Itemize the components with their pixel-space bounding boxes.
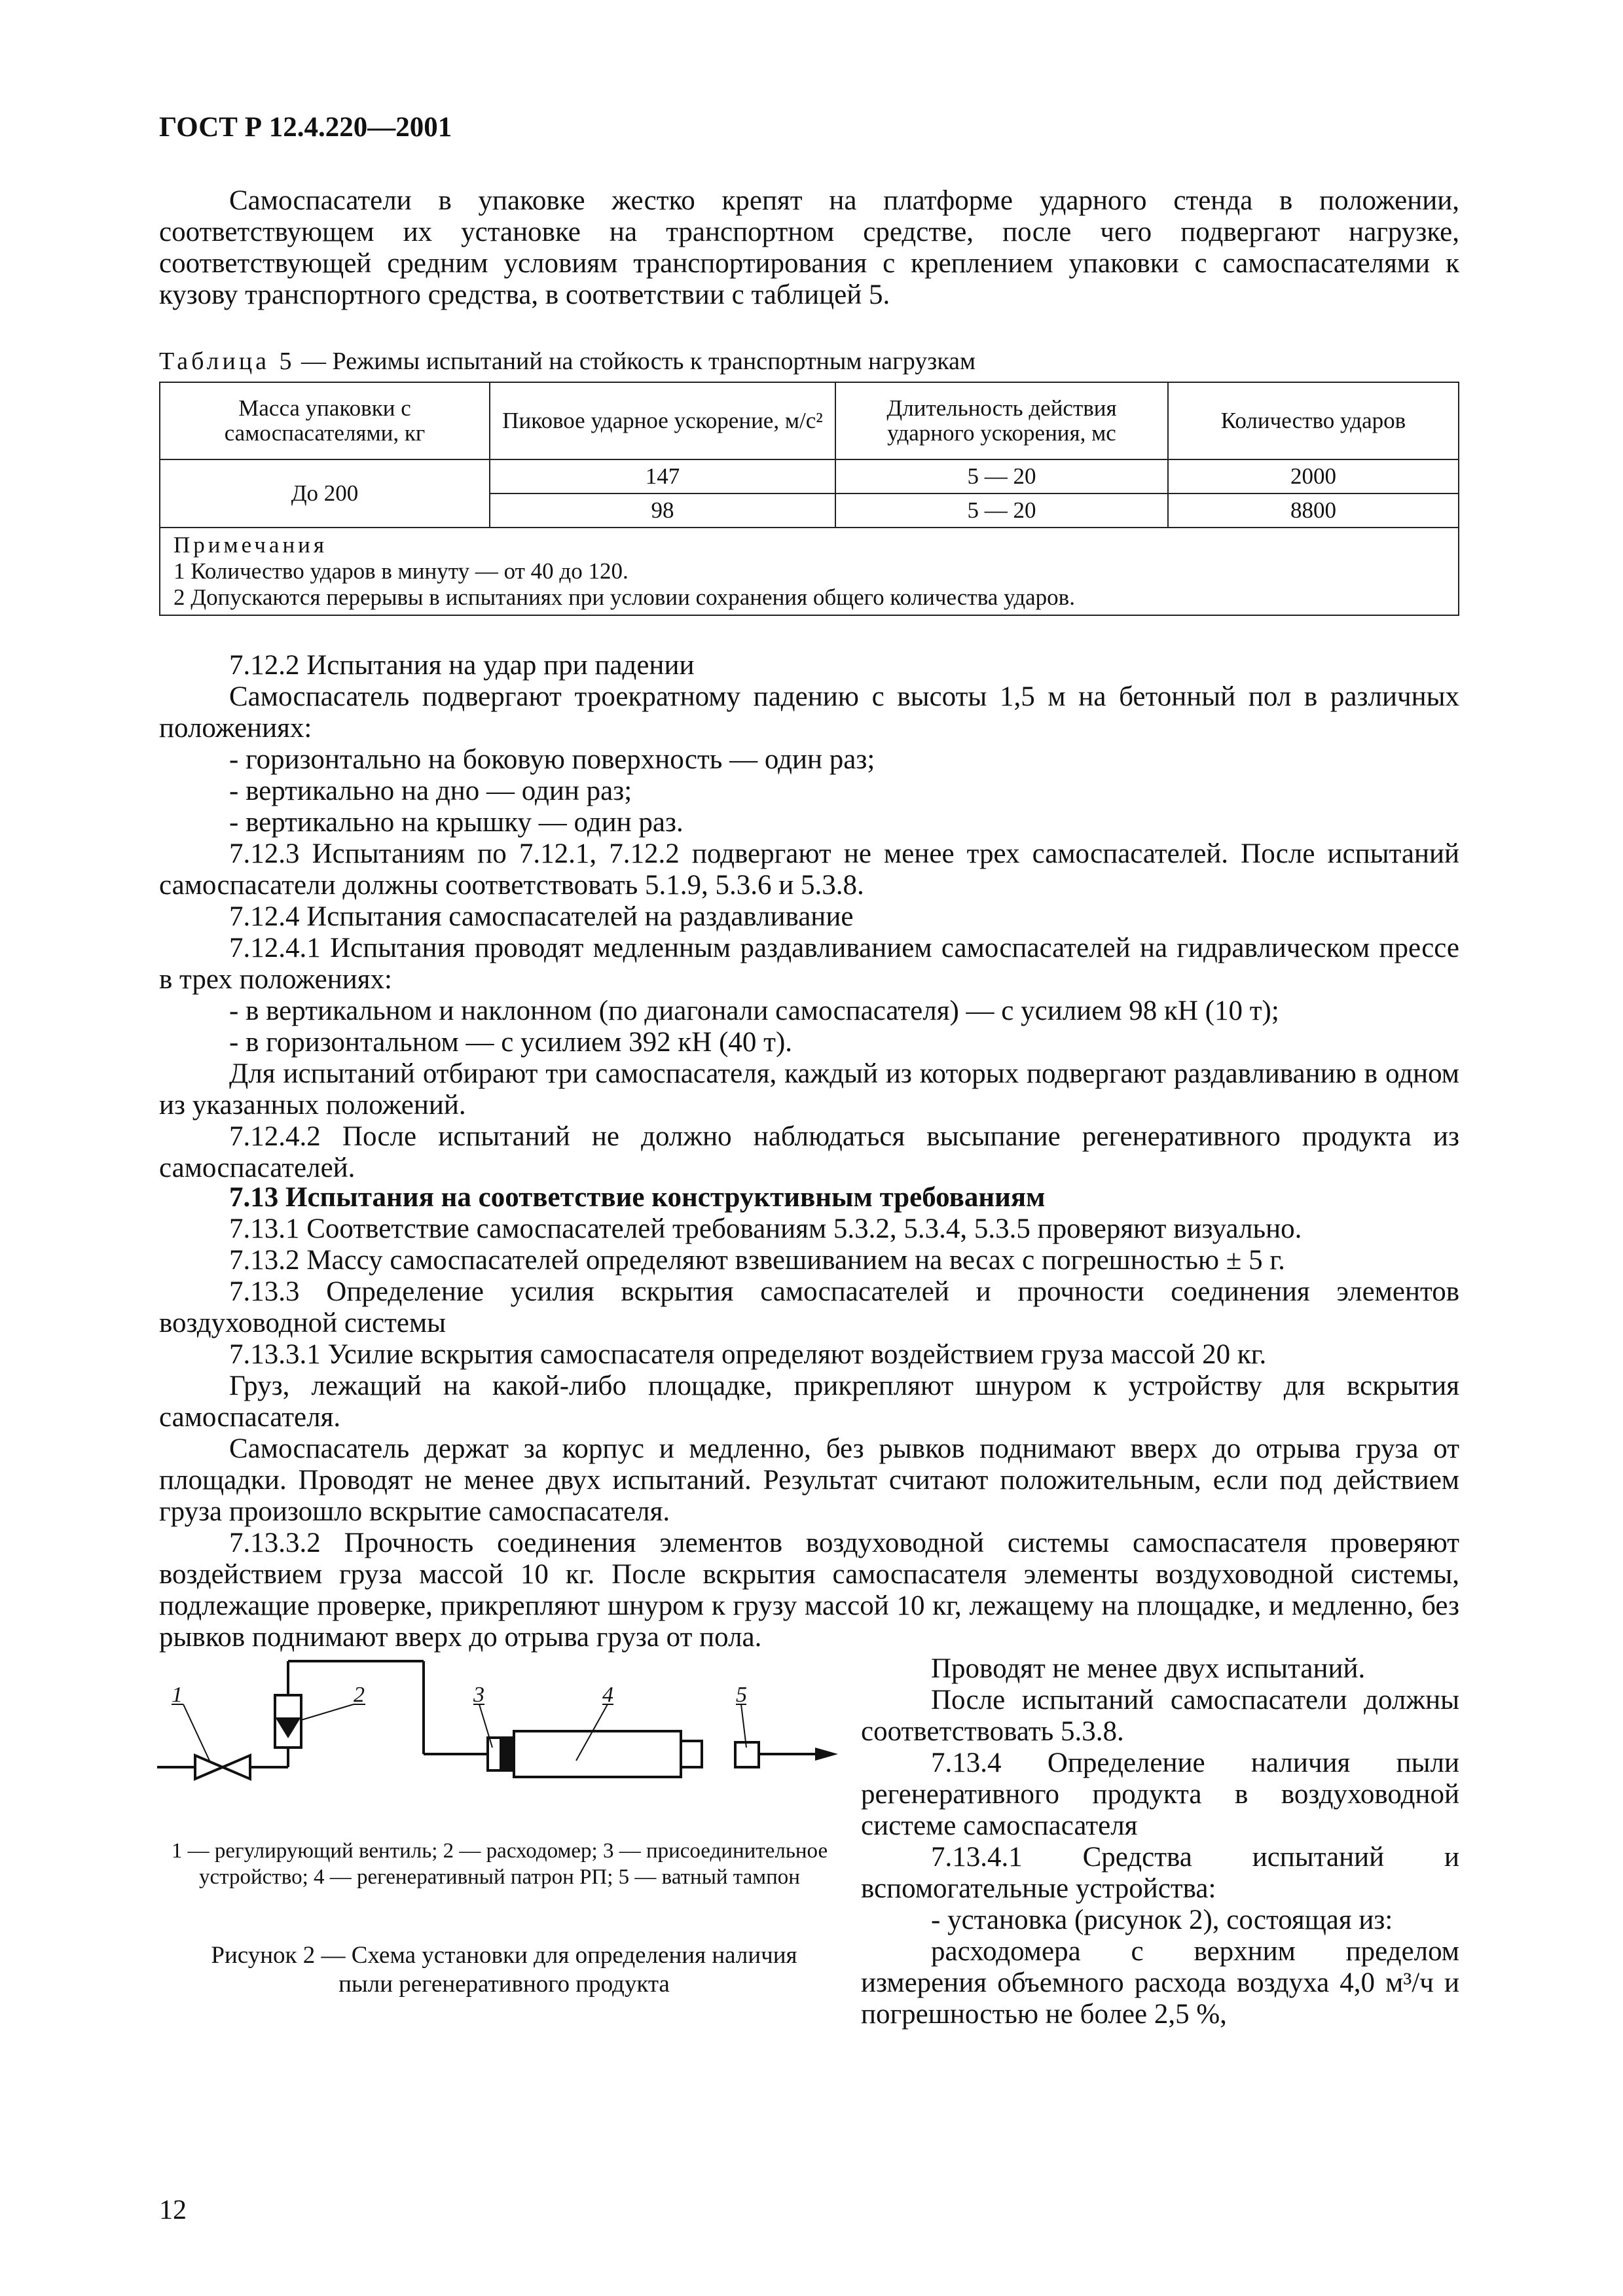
right-col-p2: После испытаний самоспасатели должны соответствовать 5.3.8. <box>861 1685 1459 1747</box>
note-item: 1 Количество ударов в минуту — от 40 до 120. <box>173 558 629 584</box>
figure-legend: 1 — регулирующий вентиль; 2 — расходомер; 3 — присоединительное устройство; 4 — регенеративный патрон РП; 5 — ватный тампон <box>171 1839 828 1889</box>
section-7-13-1: 7.13.1 Соответствие самоспасателей требованиям 5.3.2, 5.3.4, 5.3.5 проверяют визуально. <box>229 1213 1302 1244</box>
table-5 <box>159 382 1459 616</box>
table-cell: 98 <box>490 493 835 528</box>
section-7-12-3: 7.12.3 Испытаниям по 7.12.1, 7.12.2 подвергают не менее трех самоспасателей. После испытаний самоспасатели должны соответствовать 5.1.9, 5.3.6 и 5.3.8. <box>159 838 1459 901</box>
right-col-p6: расходомера с верхним пределом измерения объемного расхода воздуха 4,0 м³/ч и погрешностью не более 2,5 %, <box>861 1936 1459 2030</box>
table-caption-text: — Режимы испытаний на стойкость к транспортным нагрузкам <box>295 348 976 375</box>
section-7-12-4-2: 7.12.4.2 После испытаний не должно наблюдаться высыпание регенеративного продукта из самоспасателей. <box>159 1121 1459 1183</box>
section-7-13-3-2: 7.13.3.2 Прочность соединения элементов воздуховодной системы самоспасателя проверяют воздействием груза массой 10 кг. После вскрытия самоспасателя элементы воздуховодной системы, подлежащие проверке, прикрепляют шнуром к грузу массой 10 кг, лежащему на площадке, и медленно, без рывков поднимают вверх до отрыва груза от пола. <box>159 1528 1459 1653</box>
right-col-p3: 7.13.4 Определение наличия пыли регенеративного продукта в воздуховодной системе самоспасателя <box>861 1748 1459 1841</box>
table-caption-label: Таблица 5 <box>159 348 295 375</box>
table-cell-mass: До 200 <box>160 459 490 528</box>
section-7-12-4-1-after: Для испытаний отбирают три самоспасателя, каждый из которых подвергают раздавливанию в одном из указанных положений. <box>159 1058 1459 1121</box>
page-number: 12 <box>159 2195 187 2225</box>
figure-caption: Рисунок 2 — Схема установки для определения наличия пыли регенеративного продукта <box>211 1942 797 1998</box>
list-item: - в вертикальном и наклонном (по диагонали самоспасателя) — с усилием 98 кН (10 т); <box>229 996 1279 1026</box>
intro-paragraph: Самоспасатели в упаковке жестко крепят на платформе ударного стенда в положении, соответствующем их установке на транспортном средстве, после чего подвергают нагрузке, соответствующей средним условиям транспортирования с креплением упаковки с самоспасателями к кузову транспортного средства, в соответствии с таблицей 5. <box>159 185 1459 310</box>
table-header-cell: Пиковое ударное ускорение, м/с² <box>490 382 835 459</box>
table-notes <box>160 528 1459 615</box>
figure-label-3: 3 <box>473 1683 484 1707</box>
cotton-swab-icon <box>735 1742 759 1767</box>
table-header-cell: Длительность действия ударного ускорения, мс <box>835 382 1168 459</box>
connector-icon <box>488 1738 501 1770</box>
list-item: - вертикально на крышку — один раз. <box>229 807 684 838</box>
section-7-13-3-1-p3: Самоспасатель держат за корпус и медленно, без рывков поднимают вверх до отрыва груза от площадки. Проводят не менее двух испытаний. Результат считают положительным, если под действием груза произошло вскрытие самоспасателя. <box>159 1433 1459 1527</box>
section-7-13-3-1: 7.13.3.1 Усилие вскрытия самоспасателя определяют воздействием груза массой 20 кг. <box>229 1339 1267 1370</box>
table-caption <box>159 346 976 377</box>
figure-label-4: 4 <box>602 1683 613 1707</box>
section-7-12-4: 7.12.4 Испытания самоспасателей на раздавливание <box>229 901 854 932</box>
figure-label-1: 1 <box>172 1683 183 1707</box>
list-item: - вертикально на дно — один раз; <box>229 776 632 806</box>
valve-icon <box>223 1755 250 1779</box>
figure-label-5: 5 <box>736 1683 747 1707</box>
table-cell: 147 <box>490 459 835 493</box>
table-cell: 2000 <box>1168 459 1459 493</box>
section-7-12-2-title: 7.12.2 Испытания на удар при падении <box>229 650 695 681</box>
cartridge-icon <box>514 1731 681 1777</box>
notes-title: Примечания <box>173 532 328 558</box>
list-item: - в горизонтальном — с усилием 392 кН (40 т). <box>229 1027 793 1058</box>
section-7-13-3-1-p2: Груз, лежащий на какой-либо площадке, прикрепляют шнуром к устройству для вскрытия самоспасателя. <box>159 1371 1459 1433</box>
table-row <box>160 459 1459 493</box>
table-header-cell: Количество ударов <box>1168 382 1459 459</box>
table-cell: 8800 <box>1168 493 1459 528</box>
table-cell: 5 — 20 <box>835 493 1168 528</box>
arrow-icon <box>815 1748 838 1761</box>
table-cell: 5 — 20 <box>835 459 1168 493</box>
section-7-12-4-1: 7.12.4.1 Испытания проводят медленным раздавливанием самоспасателей на гидравлическом прессе в трех положениях: <box>159 933 1459 995</box>
table-header-cell: Масса упаковки с самоспасателями, кг <box>160 382 490 459</box>
section-7-13-3: 7.13.3 Определение усилия вскрытия самоспасателей и прочности соединения элементов воздуховодной системы <box>159 1276 1459 1338</box>
section-7-13-2: 7.13.2 Массу самоспасателей определяют взвешиванием на весах с погрешностью ± 5 г. <box>229 1245 1285 1276</box>
note-item: 2 Допускаются перерывы в испытаниях при условии сохранения общего количества ударов. <box>173 584 1075 610</box>
table-notes-row <box>160 528 1459 615</box>
right-col-p5: - установка (рисунок 2), состоящая из: <box>931 1905 1393 1935</box>
figure-label-2: 2 <box>354 1683 365 1707</box>
section-7-13-title: 7.13 Испытания на соответствие конструктивным требованиям <box>229 1182 1046 1213</box>
right-col-p1: Проводят не менее двух испытаний. <box>931 1653 1366 1684</box>
document-header: ГОСТ Р 12.4.220—2001 <box>159 112 452 143</box>
figure-2-diagram <box>157 1656 851 1813</box>
section-7-12-2-text: Самоспасатель подвергают троекратному падению с высоты 1,5 м на бетонный пол в различных положениях: <box>159 681 1459 744</box>
right-col-p4: 7.13.4.1 Средства испытаний и вспомогательные устройства: <box>861 1842 1459 1904</box>
list-item: - горизонтально на боковую поверхность — один раз; <box>229 744 875 775</box>
